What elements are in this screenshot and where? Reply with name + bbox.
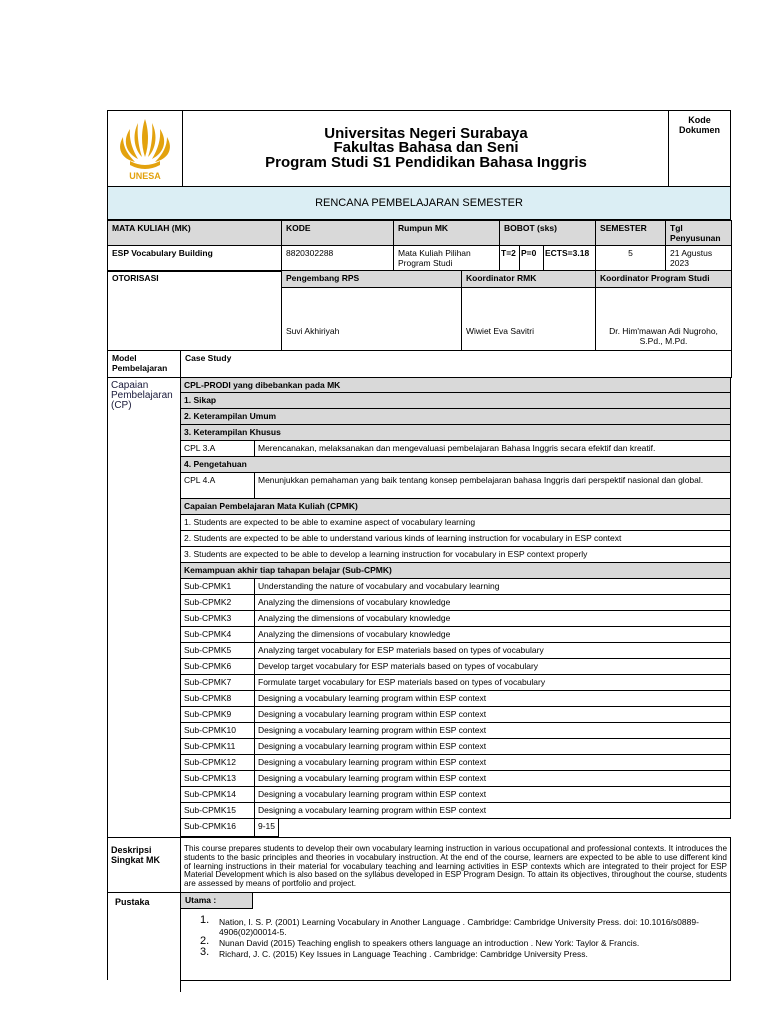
pengetahuan-row: 4. Pengetahuan xyxy=(180,457,731,473)
pengembang-label: Pengembang RPS xyxy=(282,271,462,288)
sub-cpmk-row: Sub-CPMK11 Designing a vocabulary learning program within ESP context xyxy=(180,739,731,755)
sub-cpmk-row: Sub-CPMK16 9-15 xyxy=(180,819,279,837)
reference-item: Richard, J. C. (2015) Key Issues in Language Teaching . Cambridge: Cambridge University Press. xyxy=(219,949,588,959)
sub-cpmk-row: Sub-CPMK1 Understanding the nature of vocabulary and vocabulary learning xyxy=(180,579,731,595)
capaian-label: Capaian Pembelajaran (CP) xyxy=(111,380,173,411)
deskripsi-top-border xyxy=(107,837,731,838)
pustaka-right-border xyxy=(730,892,731,980)
model-label: Model Pembelajaran xyxy=(108,351,181,378)
sub-cpmk-row: Sub-CPMK2 Analyzing the dimensions of vocabulary knowledge xyxy=(180,595,731,611)
cpl-prodi-title: CPL-PRODI yang dibebankan pada MK xyxy=(180,377,731,393)
otorisasi-label: OTORISASI xyxy=(108,271,282,351)
deskripsi-left-border xyxy=(107,837,108,892)
header-rumpun: Rumpun MK xyxy=(394,221,500,246)
program-name: Program Studi S1 Pendidikan Bahasa Inggris xyxy=(265,154,587,171)
course-tgl: 21 Agustus 2023 xyxy=(666,246,732,272)
cpl4-text: Menunjukkan pemahaman yang baik tentang konsep pembelajaran bahasa Inggris dari perspektif nasional dan global. xyxy=(258,475,704,485)
ref-number: 2. xyxy=(200,935,210,947)
header-kode: KODE xyxy=(282,221,394,246)
course-info-table xyxy=(107,220,732,272)
university-name: Universitas Negeri Surabaya xyxy=(324,125,528,142)
svg-text:UNESA: UNESA xyxy=(129,171,161,181)
sikap-row: 1. Sikap xyxy=(180,393,731,409)
sub-cpmk-row: Sub-CPMK5 Analyzing target vocabulary for ESP materials based on types of vocabulary xyxy=(180,643,731,659)
cpmk-row-2: 2. Students are expected to be able to understand various kinds of learning instruction for vocabulary in ESP context xyxy=(180,531,731,547)
document-header xyxy=(107,110,731,187)
koordinator-rmk-name: Wiwiet Eva Savitri xyxy=(462,288,596,351)
ket-umum-row: 2. Keterampilan Umum xyxy=(180,409,731,425)
sub-cpmk-row: Sub-CPMK15 Designing a vocabulary learning program within ESP context xyxy=(180,803,731,819)
course-t: T=2 xyxy=(500,246,520,272)
course-kode: 8820302288 xyxy=(282,246,394,272)
sub-cpmk-row: Sub-CPMK13 Designing a vocabulary learning program within ESP context xyxy=(180,771,731,787)
course-p: P=0 xyxy=(520,246,544,272)
pustaka-left-border xyxy=(107,892,108,980)
koordinator-prodi-name: Dr. Him'mawan Adi Nugroho, S.Pd., M.Pd. xyxy=(596,288,732,351)
reference-item: Nation, I. S. P. (2001) Learning Vocabulary in Another Language . Cambridge: Cambridge University Press. doi: 10.1016/s0889-4906(02)00014-5. xyxy=(219,917,699,937)
sub-cpmk-row: Sub-CPMK8 Designing a vocabulary learning program within ESP context xyxy=(180,691,731,707)
reference-item: Nunan David (2015) Teaching english to speakers others language an introduction . New York: Taylor & Francis. xyxy=(219,938,640,948)
deskripsi-right-border xyxy=(730,837,731,892)
sub-cpmk-row: Sub-CPMK12 Designing a vocabulary learning program within ESP context xyxy=(180,755,731,771)
sub-cpmk-row: Sub-CPMK10 Designing a vocabulary learning program within ESP context xyxy=(180,723,731,739)
ref-number: 1. xyxy=(200,914,210,926)
course-semester: 5 xyxy=(596,246,666,272)
course-ects: ECTS=3.18 xyxy=(544,246,596,272)
sub-cpmk-row: Sub-CPMK6 Develop target vocabulary for ESP materials based on types of vocabulary xyxy=(180,659,731,675)
ket-khusus-row: 3. Keterampilan Khusus xyxy=(180,425,731,441)
pustaka-label: Pustaka xyxy=(115,897,150,907)
sub-cpmk-row: Sub-CPMK7 Formulate target vocabulary for ESP materials based on types of vocabulary xyxy=(180,675,731,691)
ref-number: 3. xyxy=(200,946,210,958)
header-mata-kuliah: MATA KULIAH (MK) xyxy=(108,221,282,246)
cpmk-title-row: Capaian Pembelajaran Mata Kuliah (CPMK) xyxy=(180,499,731,515)
cpl4-row xyxy=(180,473,731,499)
deskripsi-label: Deskripsi Singkat MK xyxy=(111,845,161,865)
cpl3-text: Merencanakan, melaksanakan dan mengevaluasi pembelajaran Bahasa Inggris secara efektif dan kreatif. xyxy=(258,443,656,453)
header-bobot: BOBOT (sks) xyxy=(500,221,596,246)
cpl3-code: CPL 3.A xyxy=(184,443,216,453)
model-table xyxy=(107,350,732,378)
cpmk-row-3: 3. Students are expected to be able to develop a learning instruction for vocabulary in ESP context properly xyxy=(180,547,731,563)
unesa-emblem-icon xyxy=(108,111,182,186)
faculty-name: Fakultas Bahasa dan Seni xyxy=(333,139,519,156)
course-rumpun: Mata Kuliah Pilihan Program Studi xyxy=(394,246,500,272)
sub-cpmk-row: Sub-CPMK3 Analyzing the dimensions of vocabulary knowledge xyxy=(180,611,731,627)
sub-cpmk-title-row: Kemampuan akhir tiap tahapan belajar (Sub-CPMK) xyxy=(180,563,731,579)
kode-dokumen-label: Kode Dokumen xyxy=(668,111,730,186)
sub-cpmk-row: Sub-CPMK14 Designing a vocabulary learning program within ESP context xyxy=(180,787,731,803)
header-tgl: Tgl Penyusunan xyxy=(666,221,732,246)
cpmk-row-1: 1. Students are expected to be able to examine aspect of vocabulary learning xyxy=(180,515,731,531)
capaian-left-border xyxy=(107,377,108,837)
rps-title: RENCANA PEMBELAJARAN SEMESTER xyxy=(107,187,731,220)
deskripsi-text: This course prepares students to develop their own vocabulary learning instruction in various occupational and professional contexts. It introduces the students to the basic principles and theories in vocabulary instruction. At the end of the course, learners are expected to be able to use different kind of learning instructions in their material for vocabulary teaching and learning activities in ESP contexts which are integrated to their project for ESP Material Development which is also based on the syllabus developed in ESP Program Design. To attain its objectives, throughout the course, students are assessed by means of portfolio and project. xyxy=(184,844,727,889)
sub-cpmk-row: Sub-CPMK9 Designing a vocabulary learning program within ESP context xyxy=(180,707,731,723)
cpl3-row xyxy=(180,441,731,457)
pengembang-name: Suvi Akhiriyah xyxy=(282,288,462,351)
koordinator-prodi-label: Koordinator Program Studi xyxy=(596,271,732,288)
model-value: Case Study xyxy=(181,351,732,378)
cpl4-code: CPL 4.A xyxy=(184,475,216,485)
otorisasi-table xyxy=(107,270,732,351)
header-semester: SEMESTER xyxy=(596,221,666,246)
pustaka-bottom-border xyxy=(180,980,731,981)
koordinator-rmk-label: Koordinator RMK xyxy=(462,271,596,288)
course-name: ESP Vocabulary Building xyxy=(108,246,282,272)
sub-cpmk-row: Sub-CPMK4 Analyzing the dimensions of vocabulary knowledge xyxy=(180,627,731,643)
unesa-logo xyxy=(108,111,183,186)
utama-label: Utama : xyxy=(181,893,253,909)
